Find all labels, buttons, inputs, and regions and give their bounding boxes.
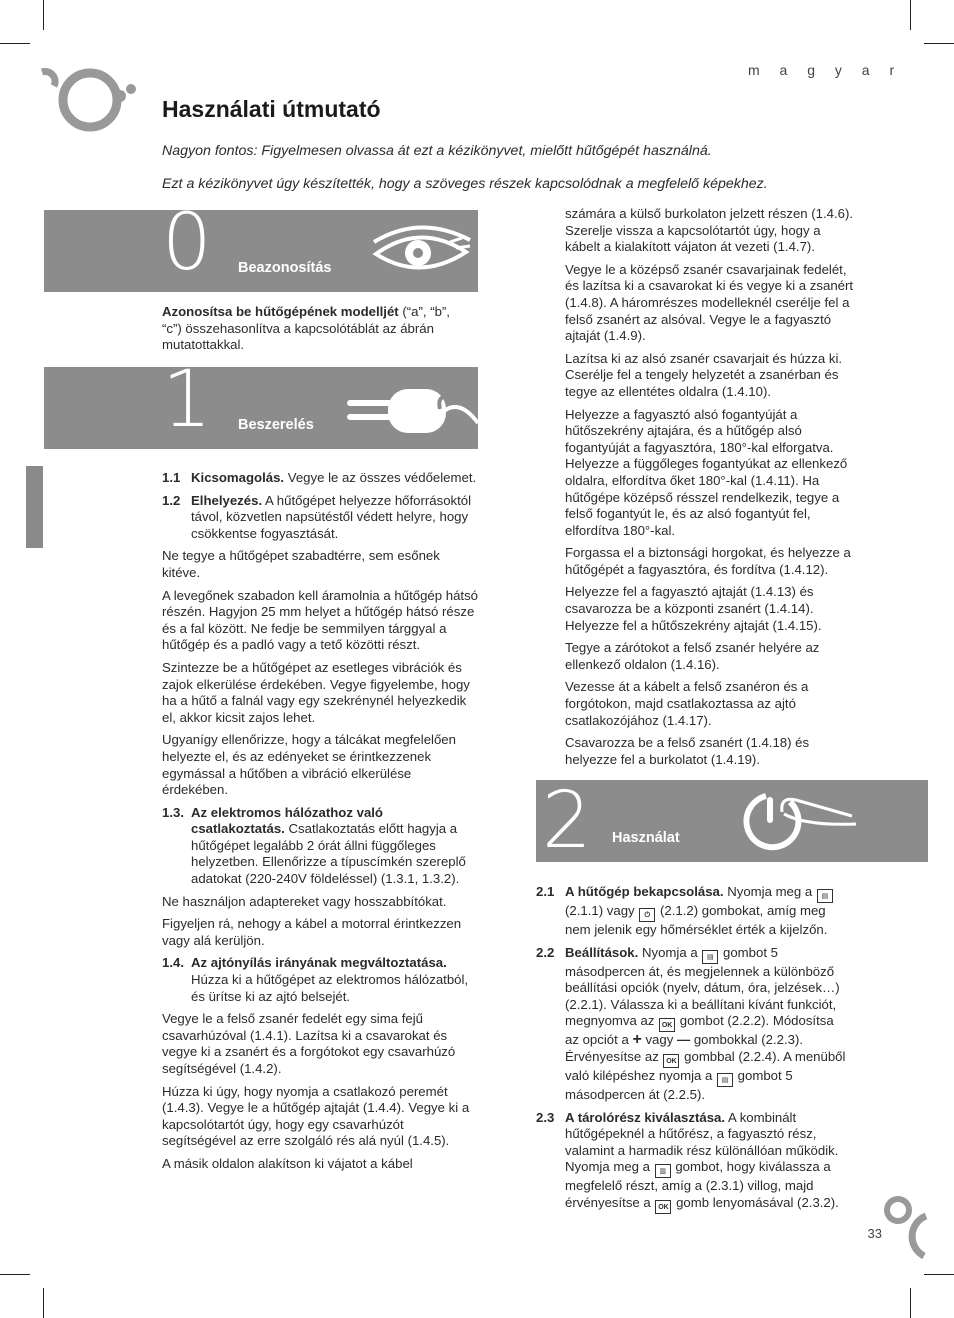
- menu-button-icon: ▤: [717, 1073, 733, 1087]
- paragraph: Vegye le a középső zsanér csavarjainak fedelét, és lazítsa ki a csavarokat ki és vegye ki a zsanért (1.4.8). A háromrészes modelleknél cserélje fel a felső zsanért az alsóval. Vegye le a fagyasztó ajtaját (1.4.9).: [565, 261, 854, 344]
- section-banner-1: [44, 367, 478, 449]
- crop-mark: [924, 43, 954, 44]
- paragraph: Lazítsa ki az alsó zsanér csavarjait és húzza ki. Cserélje fel a tengely helyzetét a zsanérban és tegye az ellentétes oldalra (1.4.10).: [565, 350, 843, 399]
- paragraph: Tegye a zárótokot a felső zsanér helyére az ellenkező oldalon (1.4.16).: [565, 640, 820, 672]
- crop-mark: [0, 43, 30, 44]
- plug-icon: [344, 373, 478, 445]
- power-button-icon: ⏻: [639, 908, 655, 922]
- paragraph: Csavarozza be a felső zsanért (1.4.18) és helyezze fel a burkolatot (1.4.19).: [565, 735, 810, 767]
- item-text: (2.1.1) vagy: [565, 903, 639, 918]
- paragraph: Vegye le a felső zsanér fedelét egy sima fejű csavarhúzóval (1.4.1). Lazítsa ki a csavarokat és vegye ki a zsanért és a forgótokot egy csavarhúzó segítségével (1.4.2).: [162, 1011, 456, 1076]
- item-title: A tárolórész kiválasztása.: [565, 1109, 726, 1125]
- paragraph: számára a külső burkolaton jelzett részen (1.4.6). Szerelje vissza a kapcsolótartót úgy, hogy a kábelt a kialakított vájaton át vezeti (1.4.7).: [565, 206, 854, 255]
- ok-button-icon: OK: [659, 1018, 675, 1032]
- item-text: Nyomja meg a: [723, 884, 816, 899]
- item-text: gombbal (2.2.4). A menüből való kilépéshez nyomja a: [565, 1048, 846, 1083]
- item-1-3: [162, 805, 478, 888]
- item-2-2: [536, 945, 850, 1104]
- language-label: m a g y a r: [748, 62, 903, 78]
- item-number: 1.3.: [162, 804, 184, 820]
- item-1-1: [162, 470, 478, 487]
- crop-mark: [43, 0, 44, 30]
- paragraph: Szintezze be a hűtőgépet az esetleges vibrációk és zajok elkerülése érdekében. Vegye figyelembe, hogy ha a hűtő a falnál vagy egy szekrénynél helyezkedik el, akkor kicsit zajos lehet.: [162, 659, 470, 725]
- page-title: Használati útmutató: [162, 96, 381, 122]
- paragraph: Vezesse át a kábelt a felső zsanéron és a forgótokon, majd csatlakoztassa az ajtó csatlakozójához (1.4.17).: [565, 679, 809, 728]
- item-text: gombot, hogy kiválassza a megfelelő részt, amíg a (2.3.1) villog, majd érvényesítse a: [565, 1159, 831, 1210]
- page-number: 33: [867, 1226, 882, 1241]
- plus-icon: +: [632, 1031, 642, 1049]
- item-text: gombokkal (2.2.3). Érvényesítse az: [565, 1032, 804, 1064]
- item-title: Elhelyezés.: [191, 492, 263, 508]
- section-1-text: [162, 470, 478, 1179]
- item-number: 2.3: [536, 1109, 555, 1125]
- paragraph: Húzza ki úgy, hogy nyomja a csatlakozó peremét (1.4.3). Vegye le a hűtőgép ajtaját (1.4.4). Vegye ki a kapcsolótartót úgy, hogy egy csavarhúzót segítségével az erre szolgáló rés alá nyúl (1.4.5).: [162, 1083, 470, 1149]
- item-title: Az ajtónyílás irányának megváltoztatása.: [191, 955, 447, 971]
- identify-bold: Azonosítsa be hűtőgépének modelljét: [162, 304, 399, 319]
- item-title: Beállítások.: [565, 944, 639, 960]
- paragraph: Ne tegye a hűtőgépet szabadtérre, sem esőnek kitéve.: [162, 548, 440, 580]
- item-2-1: [536, 884, 850, 939]
- paragraph: Helyezze a fagyasztó alsó fogantyúját a hűtőszekrény ajtajára, és a hűtőgép alsó fogantyúját a fagyasztóra, 180°-kal elforgatva. Helyezze a függőleges fogantyúkat az ellenkező oldalra, elfordítva őket 180°-kal (1.4.11). Ha hűtőgépe középső résszel rendelkezik, tegye a felső fogantyút le, és az alsó fogantyút fel, elfordítva 180°-kal.: [565, 406, 848, 538]
- item-text: A kombinált hűtőgépeknél a hűtőrész, a fagyasztó rész, valamint a harmadik rész különállóan működik. Nyomja meg a: [565, 1109, 839, 1175]
- item-title: Az elektromos hálózathoz való csatlakoztatás.: [191, 804, 383, 837]
- menu-button-icon: ▤: [817, 889, 833, 903]
- minus-icon: —: [676, 1032, 691, 1048]
- item-text: (2.1.2) gombokat, amíg meg nem jelenik egy hőmérséklet érték a kijelzőn.: [565, 903, 828, 937]
- item-1-2: [162, 493, 478, 543]
- ok-button-icon: OK: [655, 1200, 671, 1214]
- item-number: 1.1: [162, 470, 181, 485]
- item-number: 2.2: [536, 944, 555, 960]
- item-text: gombot (2.2.2). Módosítsa az opciót a: [565, 1013, 834, 1048]
- item-1-4: [162, 955, 478, 1005]
- menu-button-icon: ▤: [702, 950, 718, 964]
- section-number: 1: [162, 367, 212, 445]
- paragraph: Ne használjon adaptereket vagy hosszabbítókat.: [162, 893, 447, 909]
- item-text: Vegye le az összes védőelemet.: [284, 470, 477, 485]
- section-label: Beszerelés: [238, 417, 314, 433]
- item-text: gombot 5 másodpercen át (2.2.5).: [565, 1067, 793, 1102]
- item-text: A hűtőgépet helyezze hőforrásoktól távol, közvetlen napsütéstől védett helyre, hogy csökkentse fogyasztását.: [191, 492, 472, 541]
- finger-press-icon: [736, 786, 860, 858]
- crop-mark: [0, 1274, 30, 1275]
- sidebar-tab: [26, 466, 43, 548]
- brand-logo-icon: [40, 64, 140, 136]
- compartment-button-icon: ▥: [655, 1164, 671, 1178]
- item-text: vagy: [641, 1032, 677, 1048]
- item-number: 1.2: [162, 492, 181, 508]
- item-text: Csatlakoztatás előtt hagyja a hűtőgépet legalább 2 órát állni függőleges helyzetben. Ellenőrizze a típuscímkén szereplő adatokat (220-240V földeléssel) (1.3.1, 1.3.2).: [191, 821, 466, 887]
- item-text: gombot 5 másodpercen át, és megjelennek a különböző beállítási opciók (nyelv, dátum, óra, jelzések…) (2.2.1). Válassza ki a beállítani kívánt funkciót, megnyomva az: [565, 944, 840, 1029]
- paragraph: Forgassa el a biztonsági horgokat, és helyezze a hűtőgépét a fagyasztóra, és fordítva (1.4.12).: [565, 545, 851, 577]
- section-number: 2: [542, 780, 592, 862]
- paragraph: A levegőnek szabadon kell áramolnia a hűtőgép hátsó részén. Hagyjon 25 mm helyet a hűtőgép hátsó része és a fal között. Ne fedje be semmilyen tárggyal a hűtőgép és a padló vagy a tető közötti részt.: [162, 587, 478, 653]
- right-column-text: [565, 206, 857, 774]
- item-title: A hűtőgép bekapcsolása.: [565, 884, 724, 899]
- item-text: Húzza ki a hűtőgépet az elektromos hálózatból, és ürítse ki az ajtó belsejét.: [191, 972, 469, 1004]
- eye-icon: [370, 222, 476, 282]
- paragraph: Figyeljen rá, nehogy a kábel a motorral érintkezzen vagy alá kerüljön.: [162, 916, 462, 948]
- item-number: 2.1: [536, 884, 555, 899]
- item-text: gomb lenyomásával (2.3.2).: [672, 1194, 839, 1210]
- intro-important: Nagyon fontos: Figyelmesen olvassa át ezt a kézikönyvet, mielőtt hűtőgépét használná.: [162, 143, 712, 159]
- crop-mark: [910, 1288, 911, 1318]
- ok-button-icon: OK: [663, 1054, 679, 1068]
- section-label: Használat: [612, 830, 680, 846]
- section-number: 0: [162, 210, 212, 288]
- identify-text: (“a”, “b”, “c”) összehasonlítva a kapcsolótáblát az ábrán mutatottakkal.: [162, 304, 450, 353]
- intro-note: Ezt a kézikönyvet úgy készítették, hogy a szöveges részek kapcsolódnak a megfelelő képekhez.: [162, 176, 768, 192]
- paragraph: Helyezze fel a fagyasztó ajtaját (1.4.13) és csavarozza be a központi zsanért (1.4.14). Helyezze fel a hűtőszekrény ajtaját (1.4.15).: [565, 584, 822, 633]
- item-2-3: [536, 1110, 850, 1214]
- section-label: Beazonosítás: [238, 260, 332, 276]
- paragraph: Ugyanígy ellenőrizze, hogy a tálcákat megfelelően helyezte el, és az edényeket se érintkezzenek egymással a hűtőben a vibráció elkerülése érdekében.: [162, 732, 456, 798]
- crop-mark: [43, 1288, 44, 1318]
- item-text: Nyomja a: [638, 944, 702, 960]
- section-banner-2: [536, 780, 928, 862]
- crop-mark: [924, 1274, 954, 1275]
- section-2-text: [536, 884, 850, 1220]
- item-title: Kicsomagolás.: [191, 470, 285, 485]
- item-number: 1.4.: [162, 955, 184, 971]
- section-0-text: [162, 304, 462, 360]
- footer-logo-icon: [880, 1194, 930, 1260]
- crop-mark: [910, 0, 911, 30]
- paragraph: A másik oldalon alakítson ki vájatot a kábel: [162, 1155, 413, 1171]
- section-banner-0: [44, 210, 478, 292]
